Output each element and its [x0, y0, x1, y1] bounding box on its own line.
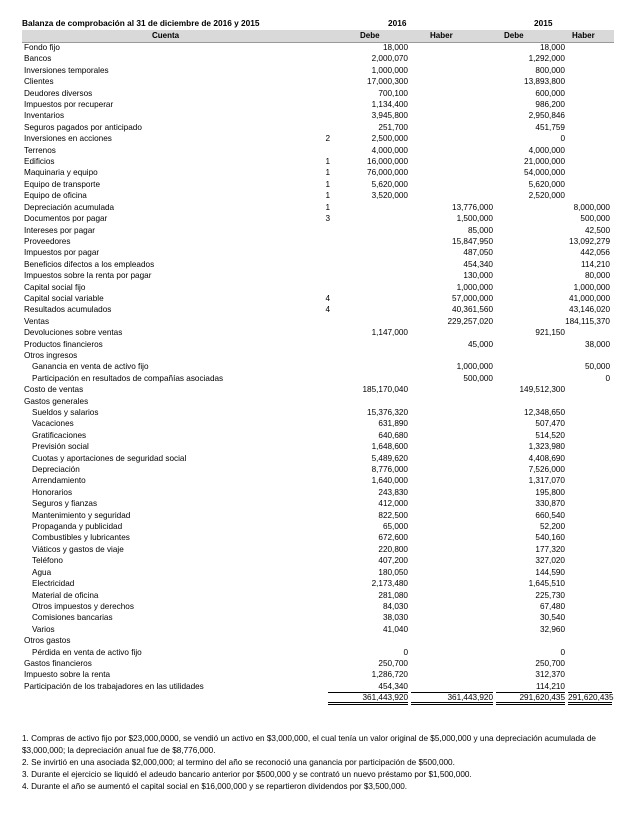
footnote-line: 4. Durante el año se aumentó el capital social en $16,000,000 y se repartieron dividendos por $3,500,000.: [22, 782, 408, 791]
debe-2016-cell: 1,286,720: [371, 670, 408, 680]
table-row: [22, 42, 614, 53]
debe-2015-cell: 2,950,846: [528, 111, 565, 121]
haber-2015-cell: 38,000: [584, 339, 610, 349]
debe-2016-cell: 16,000,000: [367, 157, 408, 167]
table-row: [22, 418, 614, 429]
debe-2016-cell: 1,147,000: [371, 328, 408, 338]
table-row: [22, 202, 614, 213]
debe-2015-cell: 1,645,510: [528, 579, 565, 589]
debe-2015-cell: 67,480: [539, 601, 565, 611]
table-row: [22, 441, 614, 452]
debe-2016-cell: 672,600: [378, 533, 408, 543]
account-name: Seguros y fianzas: [32, 499, 98, 509]
table-row: [22, 453, 614, 464]
debe-2016-cell: 250,700: [378, 658, 408, 668]
table-row: [22, 167, 614, 178]
total-d16: 361,443,920: [328, 692, 408, 705]
haber-2016-cell: 85,000: [467, 225, 493, 235]
haber-2015-cell: 1,000,000: [573, 282, 610, 292]
account-name: Intereses por pagar: [24, 225, 96, 235]
debe-2016-cell: 2,000,070: [371, 54, 408, 64]
account-name: Viáticos y gastos de viaje: [32, 544, 124, 554]
table-row: [22, 373, 614, 384]
note-ref: 1: [325, 179, 330, 189]
table-row: [22, 213, 614, 224]
table-row: [22, 304, 614, 315]
account-name: Capital social fijo: [24, 282, 86, 292]
account-name: Resultados acumulados: [24, 305, 112, 315]
note-ref: 1: [325, 202, 330, 212]
debe-2015-cell: 5,620,000: [528, 179, 565, 189]
debe-2016-cell: 454,340: [378, 681, 408, 691]
account-name: Impuesto sobre la renta: [24, 670, 111, 680]
table-row: [22, 236, 614, 247]
account-name: Maquinaria y equipo: [24, 168, 98, 178]
debe-2016-cell: 8,776,000: [371, 465, 408, 475]
account-name: Material de oficina: [32, 590, 99, 600]
debe-2015-cell: 514,520: [535, 430, 565, 440]
haber-2015-cell: 0: [605, 373, 610, 383]
table-row: [22, 532, 614, 543]
debe-2016-cell: 281,080: [378, 590, 408, 600]
account-name: Participación de los trabajadores en las utilidades: [24, 681, 204, 691]
account-name: Equipo de oficina: [24, 191, 87, 201]
debe-2015-cell: 540,160: [535, 533, 565, 543]
table-row: [22, 145, 614, 156]
haber-2015-cell: 13,092,279: [569, 236, 610, 246]
total-h16: 361,443,920: [411, 692, 493, 705]
table-row: [22, 567, 614, 578]
note-ref: 1: [325, 157, 330, 167]
account-name: Capital social variable: [24, 293, 104, 303]
table-row: [22, 339, 614, 350]
total-h15: 291,620,435: [568, 692, 612, 705]
table-row: [22, 601, 614, 612]
debe-2015-cell: 330,870: [535, 499, 565, 509]
table-row: [22, 430, 614, 441]
haber-2015-cell: 43,146,020: [569, 305, 610, 315]
haber-2015-cell: 8,000,000: [573, 202, 610, 212]
table-row: [22, 590, 614, 601]
footnote-line: 1. Compras de activo fijo por $23,000,0000, se vendió un activo en $3,000,000, el cual tenía un valor original de $5,000,000 y una depreciación acumulada de: [22, 734, 596, 743]
debe-2016-cell: 243,830: [378, 487, 408, 497]
haber-2016-cell: 45,000: [467, 339, 493, 349]
table-row: [22, 247, 614, 258]
haber-2016-cell: 1,000,000: [456, 282, 493, 292]
table-row: [22, 122, 614, 133]
table-row: [22, 65, 614, 76]
debe-2016-cell: 2,500,000: [371, 134, 408, 144]
table-row: [22, 361, 614, 372]
column-header-debe-2016: Debe: [360, 31, 380, 40]
account-name: Fondo fijo: [24, 43, 60, 52]
account-rows: [22, 42, 614, 704]
debe-2015-cell: 600,000: [535, 88, 565, 98]
account-name: Inversiones en acciones: [24, 134, 112, 144]
haber-2015-cell: 80,000: [584, 271, 610, 281]
table-row: [22, 521, 614, 532]
column-header-haber-2015: Haber: [572, 31, 595, 40]
account-name: Previsión social: [32, 442, 89, 452]
haber-2015-cell: 500,000: [580, 214, 610, 224]
table-row: [22, 316, 614, 327]
account-name: Costo de ventas: [24, 385, 84, 395]
table-row: [22, 624, 614, 635]
account-name: Depreciación acumulada: [24, 202, 115, 212]
debe-2016-cell: 412,000: [378, 499, 408, 509]
account-name: Gastos generales: [24, 396, 89, 406]
debe-2015-cell: 986,200: [535, 100, 565, 110]
debe-2015-cell: 114,210: [536, 681, 565, 691]
footnote-line: $3,000,000; la depreciación anual fue de $8,776,000.: [22, 746, 216, 755]
table-row: [22, 407, 614, 418]
debe-2016-cell: 640,680: [378, 430, 408, 440]
debe-2016-cell: 76,000,000: [367, 168, 408, 178]
debe-2015-cell: 13,893,800: [524, 77, 565, 87]
table-row: [22, 544, 614, 555]
table-row: [22, 384, 614, 395]
debe-2016-cell: 700,100: [378, 88, 408, 98]
account-name: Impuestos por pagar: [24, 248, 100, 258]
table-row: [22, 510, 614, 521]
account-name: Electricidad: [32, 579, 75, 589]
debe-2016-cell: 1,134,400: [371, 100, 408, 110]
page-title: Balanza de comprobación al 31 de diciembre de 2016 y 2015: [22, 18, 260, 28]
table-row: [22, 498, 614, 509]
debe-2015-cell: 225,730: [535, 590, 565, 600]
account-name: Impuestos sobre la renta por pagar: [24, 271, 152, 281]
account-name: Gratificaciones: [32, 430, 87, 440]
account-name: Bancos: [24, 54, 52, 64]
table-row: [22, 293, 614, 304]
haber-2016-cell: 13,776,000: [452, 202, 493, 212]
haber-2015-cell: 442,056: [580, 248, 610, 258]
table-row: [22, 133, 614, 144]
debe-2016-cell: 18,000: [382, 43, 408, 52]
debe-2015-cell: 21,000,000: [524, 157, 565, 167]
debe-2015-cell: 0: [560, 134, 565, 144]
column-header-haber-2016: Haber: [430, 31, 453, 40]
debe-2016-cell: 65,000: [382, 522, 408, 532]
footnotes: [22, 733, 622, 793]
account-name: Participación en resultados de compañías asociadas: [32, 373, 224, 383]
haber-2016-cell: 500,000: [463, 373, 493, 383]
account-name: Proveedores: [24, 236, 71, 246]
account-name: Terrenos: [24, 145, 56, 155]
account-name: Devoluciones sobre ventas: [24, 328, 123, 338]
account-name: Agua: [32, 567, 52, 577]
debe-2015-cell: 312,370: [535, 670, 565, 680]
year-2016-label: 2016: [388, 18, 407, 28]
debe-2016-cell: 38,030: [382, 613, 408, 623]
table-row: [22, 658, 614, 669]
debe-2015-cell: 921,150: [535, 328, 565, 338]
haber-2015-cell: 184,115,370: [565, 316, 610, 326]
account-name: Varios: [32, 624, 55, 634]
haber-2016-cell: 1,000,000: [456, 362, 493, 372]
debe-2016-cell: 185,170,040: [362, 385, 408, 395]
account-name: Ventas: [24, 316, 50, 326]
haber-2016-cell: 15,847,950: [452, 236, 493, 246]
debe-2015-cell: 12,348,650: [524, 408, 565, 417]
debe-2016-cell: 84,030: [382, 601, 408, 611]
debe-2015-cell: 507,470: [535, 419, 565, 429]
debe-2015-cell: 7,526,000: [528, 465, 565, 475]
account-name: Sueldos y salarios: [32, 408, 99, 417]
account-name: Propaganda y publicidad: [32, 522, 123, 532]
table-row: [22, 76, 614, 87]
table-row: [22, 475, 614, 486]
debe-2016-cell: 180,050: [378, 567, 408, 577]
table-row: [22, 327, 614, 338]
account-name: Gastos financieros: [24, 658, 92, 668]
debe-2016-cell: 4,000,000: [371, 145, 408, 155]
header-bar: [22, 18, 614, 30]
column-header-row: [22, 30, 614, 43]
account-name: Otros gastos: [24, 636, 71, 646]
table-row: [22, 578, 614, 589]
haber-2016-cell: 57,000,000: [452, 293, 493, 303]
account-name: Combustibles y lubricantes: [32, 533, 130, 543]
table-row: [22, 179, 614, 190]
haber-2016-cell: 454,340: [463, 259, 493, 269]
debe-2015-cell: 54,000,000: [524, 168, 565, 178]
debe-2015-cell: 4,408,690: [528, 453, 565, 463]
account-name: Deudores diversos: [24, 88, 93, 98]
debe-2016-cell: 1,648,600: [371, 442, 408, 452]
debe-2016-cell: 3,520,000: [371, 191, 408, 201]
debe-2015-cell: 660,540: [535, 510, 565, 520]
debe-2016-cell: 15,376,320: [367, 408, 408, 417]
debe-2016-cell: 631,890: [378, 419, 408, 429]
haber-2016-cell: 1,500,000: [456, 214, 493, 224]
debe-2015-cell: 52,200: [539, 522, 565, 532]
table-row: [22, 464, 614, 475]
account-name: Productos financieros: [24, 339, 103, 349]
year-2015-label: 2015: [534, 18, 553, 28]
account-name: Impuestos por recuperar: [24, 100, 114, 110]
haber-2015-cell: 42,500: [584, 225, 610, 235]
note-ref: 2: [325, 134, 330, 144]
table-row: [22, 156, 614, 167]
account-name: Seguros pagados por anticipado: [24, 122, 142, 132]
account-name: Clientes: [24, 77, 54, 87]
debe-2015-cell: 195,800: [535, 487, 565, 497]
debe-2016-cell: 41,040: [382, 624, 408, 634]
table-row: [22, 99, 614, 110]
table-row: [22, 635, 614, 646]
account-name: Equipo de transporte: [24, 179, 101, 189]
note-ref: 1: [325, 191, 330, 201]
account-name: Vacaciones: [32, 419, 74, 429]
table-row: [22, 53, 614, 64]
account-name: Ganancia en venta de activo fijo: [32, 362, 149, 372]
table-row: [22, 681, 614, 692]
account-name: Cuotas y aportaciones de seguridad social: [32, 453, 187, 463]
debe-2015-cell: 32,960: [539, 624, 565, 634]
table-row: [22, 88, 614, 99]
debe-2015-cell: 1,317,070: [528, 476, 565, 486]
debe-2016-cell: 5,489,620: [371, 453, 408, 463]
debe-2015-cell: 451,759: [535, 122, 565, 132]
debe-2015-cell: 149,512,300: [519, 385, 565, 395]
haber-2015-cell: 41,000,000: [569, 293, 610, 303]
note-ref: 1: [325, 168, 330, 178]
account-name: Arrendamiento: [32, 476, 86, 486]
debe-2015-cell: 2,520,000: [528, 191, 565, 201]
column-header-debe-2015: Debe: [504, 31, 524, 40]
debe-2016-cell: 1,640,000: [371, 476, 408, 486]
debe-2015-cell: 177,320: [535, 544, 565, 554]
debe-2015-cell: 18,000: [539, 43, 565, 52]
account-name: Comisiones bancarias: [32, 613, 113, 623]
debe-2016-cell: 251,700: [378, 122, 408, 132]
table-row: [22, 396, 614, 407]
total-d15: 291,620,435: [496, 692, 565, 705]
haber-2015-cell: 114,210: [581, 259, 610, 269]
table-row: [22, 225, 614, 236]
debe-2015-cell: 327,020: [535, 556, 565, 566]
table-row: [22, 350, 614, 361]
totals-row: [22, 692, 614, 704]
table-row: [22, 669, 614, 680]
account-name: Honorarios: [32, 487, 73, 497]
table-row: [22, 612, 614, 623]
debe-2015-cell: 1,323,980: [528, 442, 565, 452]
debe-2015-cell: 30,540: [539, 613, 565, 623]
debe-2016-cell: 5,620,000: [371, 179, 408, 189]
debe-2015-cell: 800,000: [535, 65, 565, 75]
table-row: [22, 647, 614, 658]
debe-2016-cell: 3,945,800: [371, 111, 408, 121]
account-name: Inventarios: [24, 111, 65, 121]
account-name: Inversiones temporales: [24, 65, 109, 75]
account-name: Teléfono: [32, 556, 63, 566]
account-name: Mantenimiento y seguridad: [32, 510, 131, 520]
debe-2015-cell: 1,292,000: [528, 54, 565, 64]
account-name: Edificios: [24, 157, 55, 167]
debe-2015-cell: 4,000,000: [528, 145, 565, 155]
haber-2016-cell: 229,257,020: [447, 316, 493, 326]
debe-2015-cell: 250,700: [535, 658, 565, 668]
note-ref: 3: [325, 214, 330, 224]
table-row: [22, 487, 614, 498]
haber-2015-cell: 50,000: [584, 362, 610, 372]
table-row: [22, 555, 614, 566]
account-name: Beneficios difectos a los empleados: [24, 259, 155, 269]
debe-2016-cell: 407,200: [378, 556, 408, 566]
debe-2015-cell: 0: [560, 647, 565, 657]
haber-2016-cell: 487,050: [463, 248, 493, 258]
debe-2016-cell: 822,500: [378, 510, 408, 520]
debe-2016-cell: 0: [403, 647, 408, 657]
debe-2015-cell: 144,590: [535, 567, 565, 577]
debe-2016-cell: 1,000,000: [371, 65, 408, 75]
haber-2016-cell: 130,000: [463, 271, 493, 281]
footnote-line: 3. Durante el ejercicio se liquidó el adeudo bancario anterior por $500,000 y se contrató un nuevo préstamo por $1,500,000.: [22, 770, 472, 779]
table-row: [22, 282, 614, 293]
account-name: Documentos por pagar: [24, 214, 108, 224]
haber-2016-cell: 40,361,560: [452, 305, 493, 315]
debe-2016-cell: 2,173,480: [371, 579, 408, 589]
column-header-cuenta: Cuenta: [152, 31, 180, 40]
table-row: [22, 259, 614, 270]
table-row: [22, 270, 614, 281]
table-row: [22, 190, 614, 201]
table-row: [22, 110, 614, 121]
debe-2016-cell: 220,800: [378, 544, 408, 554]
account-name: Otros ingresos: [24, 350, 78, 360]
account-name: Pérdida en venta de activo fijo: [32, 647, 142, 657]
note-ref: 4: [325, 293, 330, 303]
account-name: Depreciación: [32, 465, 80, 475]
note-ref: 4: [325, 305, 330, 315]
debe-2016-cell: 17,000,300: [367, 77, 408, 87]
account-name: Otros impuestos y derechos: [32, 601, 134, 611]
footnote-line: 2. Se invirtió en una asociada $2,000,000; al termino del año se reconoció una ganancia por participación de $500,000.: [22, 758, 455, 767]
